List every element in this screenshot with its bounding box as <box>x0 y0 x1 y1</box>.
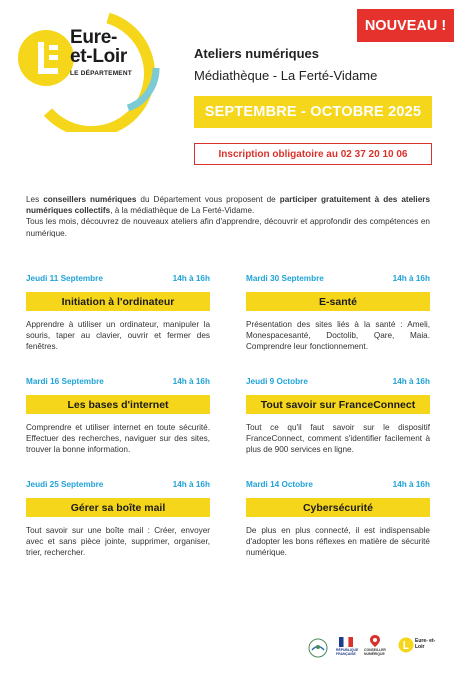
intro-bold-advisors: conseillers numériques <box>43 195 137 204</box>
workshop-date: Mardi 16 Septembre <box>26 377 104 386</box>
workshop-title: E-santé <box>246 292 430 311</box>
new-badge: NOUVEAU ! <box>357 9 454 42</box>
workshop-time: 14h à 16h <box>172 274 210 283</box>
intro-second-paragraph: Tous les mois, découvrez de nouveaux ateliers afin d'apprendre, découvrir et approfondir des compétences en numérique. <box>26 217 430 238</box>
intro-text-part: Les <box>26 195 44 204</box>
eure-et-loir-label: Eure- et-Loir <box>415 638 436 650</box>
logo-line2: et-Loir <box>70 46 128 67</box>
workshop-description: Apprendre à utiliser un ordinateur, manipuler la souris, taper au clavier, ouvrir et fermer des fenêtres. <box>26 320 210 352</box>
workshop-date: Mardi 30 Septembre <box>246 274 324 283</box>
workshop-card <box>246 480 430 559</box>
republique-label: RÉPUBLIQUE FRANÇAISE <box>336 648 359 656</box>
intro-text-part: , à la médiathèque de La Ferté-Vidame. <box>110 206 255 216</box>
date-range-banner: SEPTEMBRE - OCTOBRE 2025 <box>194 96 432 128</box>
workshop-card <box>26 274 210 353</box>
workshop-card <box>246 274 430 353</box>
workshop-description: De plus en plus connecté, il est indispensable d'adopter les bons réflexes en matière de sécurité numérique. <box>246 526 430 558</box>
workshop-description: Présentation des sites liés à la santé : Ameli, Monespacesanté, Doctolib, Qare, Maia. Comprendre leur fonctionnement. <box>246 320 430 352</box>
marianne-icon <box>339 637 353 647</box>
workshop-time: 14h à 16h <box>392 377 430 386</box>
intro-bold-free: participer gratuitement à des ateliers numériques collectifs <box>26 195 430 216</box>
workshop-time: 14h à 16h <box>172 480 210 489</box>
workshop-time: 14h à 16h <box>172 377 210 386</box>
workshop-date: Jeudi 9 Octobre <box>246 377 308 386</box>
workshop-date: Jeudi 11 Septembre <box>26 274 103 283</box>
conseiller-numerique-pin-icon <box>370 635 380 647</box>
region-seal-icon <box>308 638 328 658</box>
logo-line1: Eure- <box>70 27 118 48</box>
workshop-title: Les bases d'internet <box>26 395 210 414</box>
workshop-description: Comprendre et utiliser internet en toute sécurité. Effectuer des recherches, naviguer sur des sites, trouver la bonne information. <box>26 423 210 455</box>
workshop-title: Gérer sa boîte mail <box>26 498 210 517</box>
logo-subtitle: LE DÉPARTEMENT <box>70 70 132 77</box>
workshop-card <box>246 377 430 456</box>
intro-text-part: du Département vous proposent de <box>136 195 280 204</box>
workshop-date: Jeudi 25 Septembre <box>26 480 104 489</box>
workshop-time: 14h à 16h <box>392 274 430 283</box>
workshop-card <box>26 480 210 559</box>
registration-box: Inscription obligatoire au 02 37 20 10 06 <box>194 143 432 165</box>
workshop-date: Mardi 14 Octobre <box>246 480 313 489</box>
workshop-description: Tout savoir sur une boîte mail : Créer, envoyer avec et sans pièce jointe, supprimer, organiser, trier, rechercher. <box>26 526 210 558</box>
workshop-title: Tout savoir sur FranceConnect <box>246 395 430 414</box>
workshop-title: Cybersécurité <box>246 498 430 517</box>
workshop-card <box>26 377 210 456</box>
workshop-title: Initiation à l'ordinateur <box>26 292 210 311</box>
partner-logos <box>308 635 436 659</box>
page-subtitle: Médiathèque - La Ferté-Vidame <box>194 68 378 83</box>
eure-et-loir-logo-icon <box>398 637 414 653</box>
workshop-description: Tout ce qu'il faut savoir sur le dispositif FranceConnect, comment s'identifier facilement à plus de 900 services en ligne. <box>246 423 430 455</box>
workshop-time: 14h à 16h <box>392 480 430 489</box>
page-title: Ateliers numériques <box>194 46 319 61</box>
intro-text <box>26 194 430 239</box>
conseiller-numerique-label: CONSEILLER NUMÉRIQUE <box>364 648 386 656</box>
